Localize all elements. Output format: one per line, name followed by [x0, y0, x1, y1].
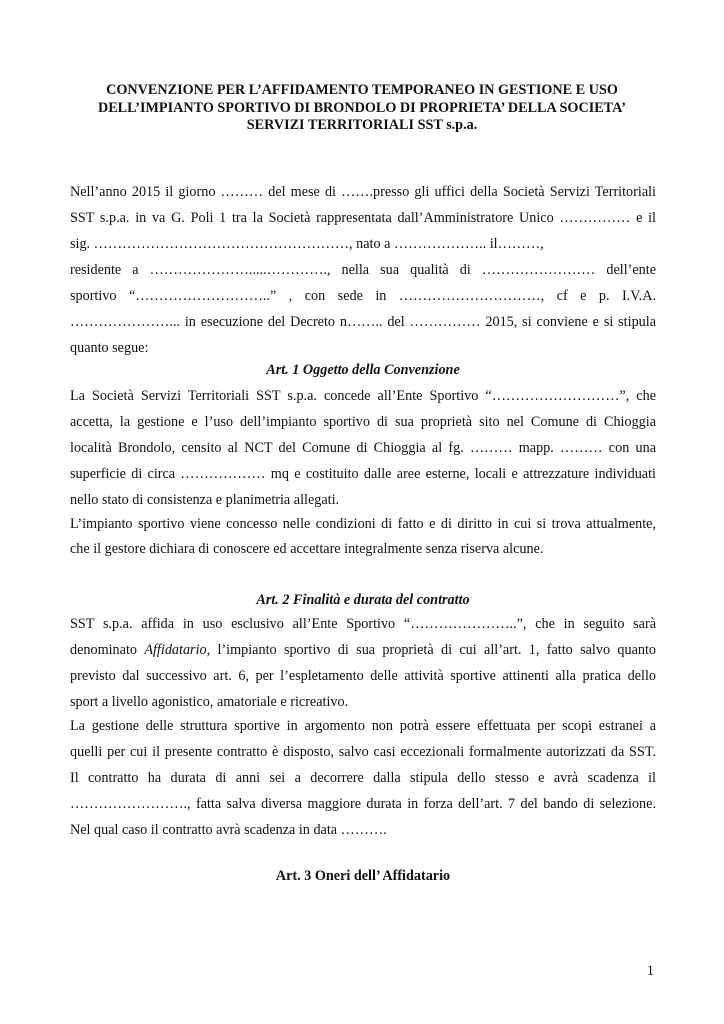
art1-line: superficie di circa ……………… mq e costituito dalle aree esterne, locali e attrezzature individuati — [70, 466, 656, 482]
intro-line: quanto segue: — [70, 340, 149, 356]
art3-heading: Art. 3 Oneri dell’ Affidatario — [275, 868, 451, 884]
art1-line: nello stato di consistenza e planimetria allegati. — [70, 492, 340, 508]
art2-line: sport a livello agonistico, amatoriale e ricreativo. — [70, 694, 349, 710]
intro-line: …………………... in esecuzione del Decreto n…….. del …………… 2015, si conviene e si stipula — [70, 314, 656, 330]
art2-line: Nel qual caso il contratto avrà scadenza in data ………. — [70, 822, 387, 838]
art1-line: località Brondolo, censito al NCT del Comune di Chioggia al fg. ……… mapp. ……… con una — [70, 440, 656, 456]
affidatario-term: Affidatario — [144, 642, 207, 658]
art2-line: La gestione delle struttura sportive in argomento non potrà essere effettuata per scopi estranei a — [70, 718, 656, 734]
intro-line: SST s.p.a. in va G. Poli 1 tra la Società rappresentata dall’Amministratore Unico …………… e il — [70, 210, 656, 226]
art2-line: previsto dal successivo art. 6, per l’espletamento delle attività sportive attinenti alla pratica dello — [70, 668, 656, 684]
art2-line-text: , l’impianto sportivo di sua proprietà di cui all’art. 1, fatto salvo quanto — [206, 642, 657, 658]
intro-line: sig. ………………………………………………, nato a ……………….. il………, — [70, 236, 544, 252]
art1-line: L’impianto sportivo viene concesso nelle condizioni di fatto e di diritto in cui si trova attualmente, — [70, 516, 656, 532]
art1-line: La Società Servizi Territoriali SST s.p.a. concede all’Ente Sportivo “………………………”, che — [70, 388, 656, 404]
title-line: DELL’IMPIANTO SPORTIVO DI BRONDOLO DI PROPRIETA’ DELLA SOCIETA’ — [97, 99, 627, 116]
art2-line: SST s.p.a. affida in uso esclusivo all’Ente Sportivo “…………………..”, che in seguito sarà — [70, 616, 656, 632]
art1-heading: Art. 1 Oggetto della Convenzione — [266, 362, 460, 378]
title-line: SERVIZI TERRITORIALI SST s.p.a. — [246, 117, 478, 133]
art1-line: che il gestore dichiara di conoscere ed accettare integralmente senza riserva alcune. — [70, 541, 544, 557]
art2-line: ……………………., fatta salva diversa maggiore durata in forza dell’art. 7 del bando di selezione. — [70, 796, 656, 812]
title-line: CONVENZIONE PER L’AFFIDAMENTO TEMPORANEO IN GESTIONE E USO — [106, 82, 618, 98]
page-number: 1 — [646, 963, 654, 979]
intro-line: sportivo “………………………..” , con sede in …………………………, cf e p. I.V.A. — [70, 288, 656, 304]
document-title — [70, 82, 654, 135]
art2-line-text: denominato — [70, 642, 145, 658]
art2-line — [70, 640, 656, 660]
art2-line: Il contratto ha durata di anni sei a decorrere dalla stipula dello stesso e avrà scadenza il — [70, 770, 656, 786]
intro-line: Nell’anno 2015 il giorno ……… del mese di …….presso gli uffici della Società Servizi Territoriali — [70, 184, 656, 200]
art1-line: accetta, la gestione e l’uso dell’impianto sportivo di sua proprietà sito nel Comune di Chioggia — [70, 414, 656, 430]
art2-heading: Art. 2 Finalità e durata del contratto — [256, 592, 470, 608]
intro-line: residente a ………………….....…………., nella sua qualità di …………………… dell’ente — [70, 262, 656, 278]
art2-line: quelli per cui il presente contratto è disposto, salvo casi eccezionali formalmente autorizzati da SST. — [70, 744, 656, 760]
